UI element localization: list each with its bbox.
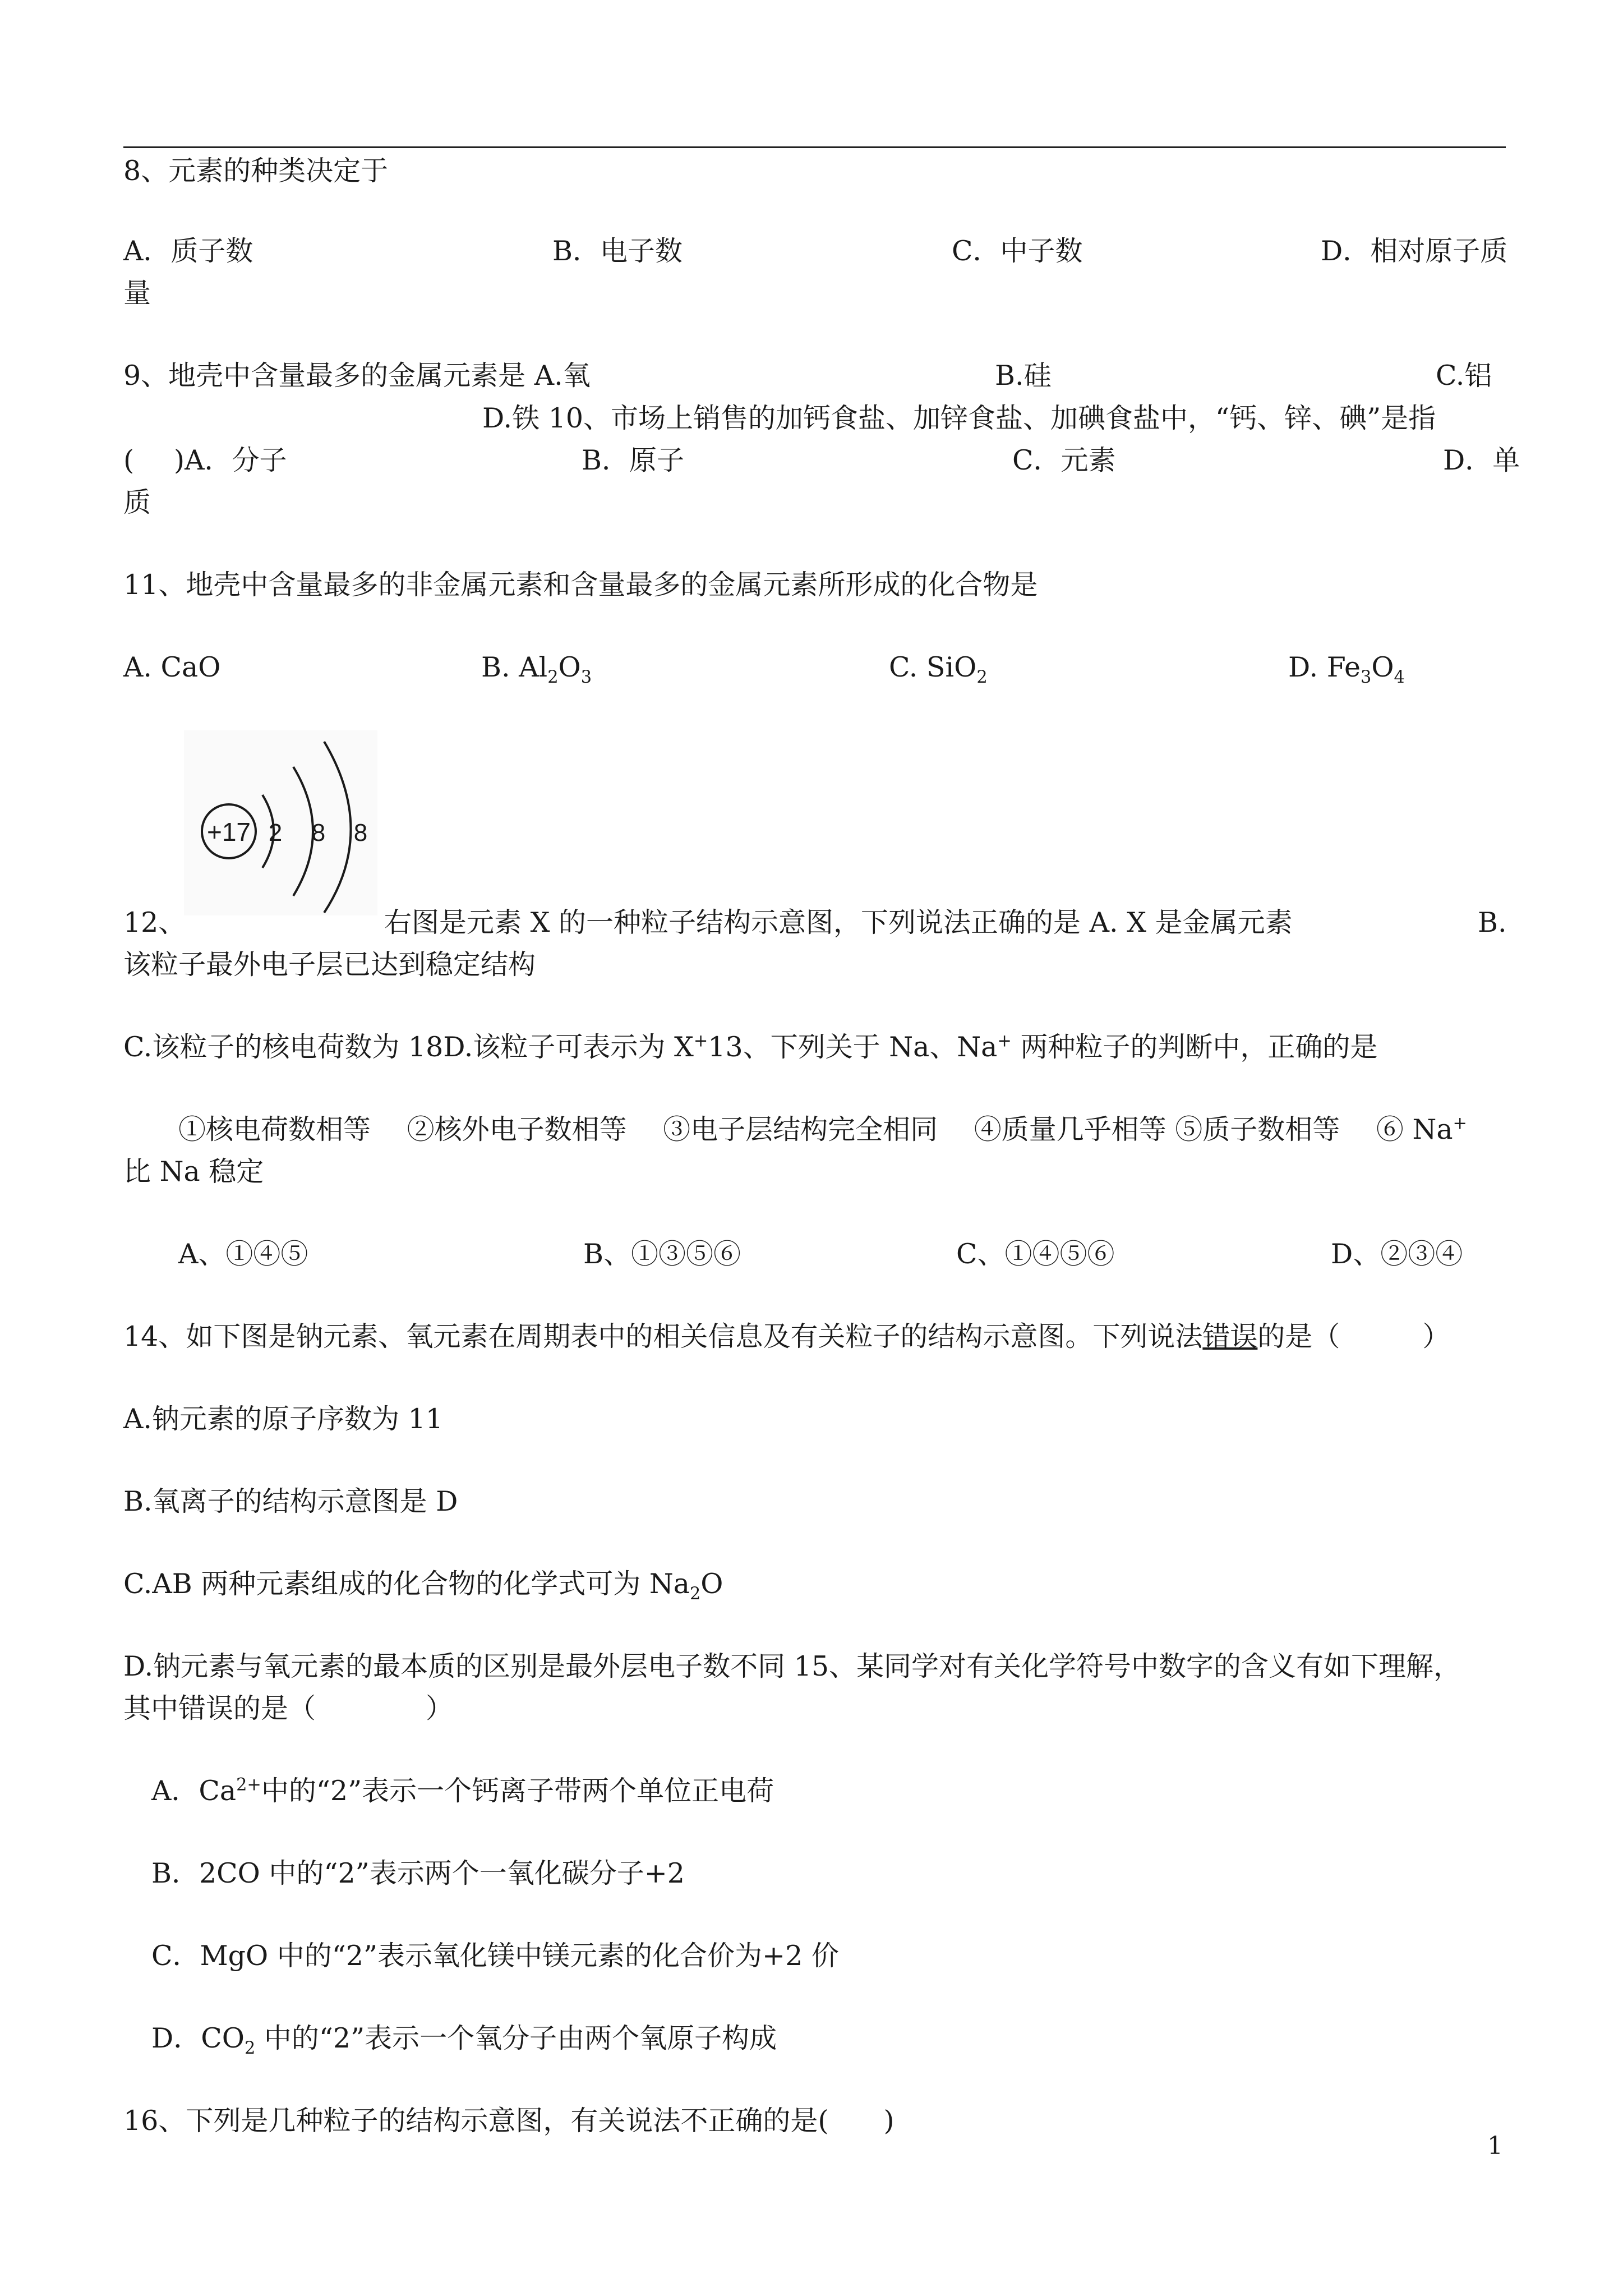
q15-option-c: C．MgO 中的“2”表示氧化镁中镁元素的化合价为+2 价 <box>151 1940 839 1972</box>
shell-2-electrons: 8 <box>311 819 326 846</box>
q15-option-d: D．$CO_2$ 中的“2”表示一个氧分子由两个氧原子构成 <box>151 2022 777 2058</box>
q16-stem: 16、下列是几种粒子的结构示意图，有关说法不正确的是( ) <box>123 2105 895 2137</box>
q11-option-b: B. $Al_2O_3$ <box>481 651 592 687</box>
q8-option-d: D．相对原子质 <box>1321 235 1508 267</box>
q13-option-d: D、②③④ <box>1331 1238 1463 1270</box>
q9-option-b: B.硅 <box>995 360 1052 392</box>
q9-stem: 9、地壳中含量最多的金属元素是 A.氧 <box>123 360 591 392</box>
q8-stem: 8、元素的种类决定于 <box>123 155 389 187</box>
page-number: 1 <box>1487 2132 1503 2160</box>
q8-option-b: B．电子数 <box>552 235 683 267</box>
q10-paren: ( <box>123 444 135 476</box>
q8-option-c: C．中子数 <box>952 235 1083 267</box>
q12-option-b: B. <box>1478 907 1507 938</box>
q10-option-b: B．原子 <box>582 444 685 476</box>
q10-option-d: D．单 <box>1443 444 1520 476</box>
q14-option-b: B.氧离子的结构示意图是 D <box>123 1485 458 1517</box>
q11-stem: 11、地壳中含量最多的非金属元素和含量最多的金属元素所形成的化合物是 <box>123 569 1038 601</box>
q13-option-a: A、①④⑤ <box>178 1238 308 1270</box>
q13-statements-tail: 比 Na 稳定 <box>123 1156 264 1188</box>
q13-option-c: C、①④⑤⑥ <box>956 1238 1115 1270</box>
q14-stem: 14、如下图是钠元素、氧元素在周期表中的相关信息及有关粒子的结构示意图。下列说法错误的是（ ） <box>123 1320 1450 1352</box>
q14-option-a: A.钠元素的原子序数为 11 <box>123 1403 443 1435</box>
q10-option-a: )A．分子 <box>174 444 287 476</box>
q9-option-d-q10-stem: D.铁 10、市场上销售的加钙食盐、加锌食盐、加碘食盐中，“钙、锌、碘”是指 <box>482 402 1436 434</box>
q11-option-a: A. CaO <box>123 651 221 683</box>
shell-1-electrons: 2 <box>268 819 283 846</box>
q13-option-b: B、①③⑤⑥ <box>583 1238 741 1270</box>
q11-option-c: C. SiO$_2$ <box>889 651 988 687</box>
q11-option-d: D. $Fe_3O_4$ <box>1288 651 1405 687</box>
q12-stem: 右图是元素 X 的一种粒子结构示意图，下列说法正确的是 A. X 是金属元素 <box>384 907 1293 938</box>
q13-statements: ①核电荷数相等 ②核外电子数相等 ③电子层结构完全相同 ④质量几乎相等 ⑤质子数相等 ⑥ Na+ <box>178 1114 1467 1145</box>
q15-option-b: B．2CO 中的“2”表示两个一氧化碳分子+2 <box>151 1857 685 1889</box>
q15-option-a: A．$Ca^{2+}$中的“2”表示一个钙离子带两个单位正电荷 <box>151 1775 774 1807</box>
q12-option-b-tail: 该粒子最外电子层已达到稳定结构 <box>123 949 536 981</box>
atom-structure-diagram <box>184 730 377 915</box>
q14-option-d-q15-stem: D.钠元素与氧元素的最本质的区别是最外层电子数不同 15、某同学对有关化学符号中数字的含义有如下理解， <box>123 1650 1461 1682</box>
q14-option-c: C.AB 两种元素组成的化合物的化学式可为 $Na_2O$ <box>123 1568 723 1604</box>
q8-option-a: A．质子数 <box>123 235 253 267</box>
header-rule <box>123 146 1506 148</box>
nucleus-charge: +17 <box>206 817 251 846</box>
q10-option-c: C．元素 <box>1012 444 1116 476</box>
q10-option-d-tail: 质 <box>123 486 151 518</box>
q15-stem-tail: 其中错误的是（ ） <box>123 1692 454 1724</box>
q12-option-c-d-q13-stem: C.该粒子的核电荷数为 18D.该粒子可表示为 X+13、下列关于 Na、Na+ 两种粒子的判断中，正确的是 <box>123 1031 1378 1063</box>
q9-option-c: C.铝 <box>1436 360 1492 392</box>
q12-number: 12、 <box>123 907 186 938</box>
shell-3-electrons: 8 <box>353 819 368 846</box>
q8-option-d-tail: 量 <box>123 277 151 309</box>
